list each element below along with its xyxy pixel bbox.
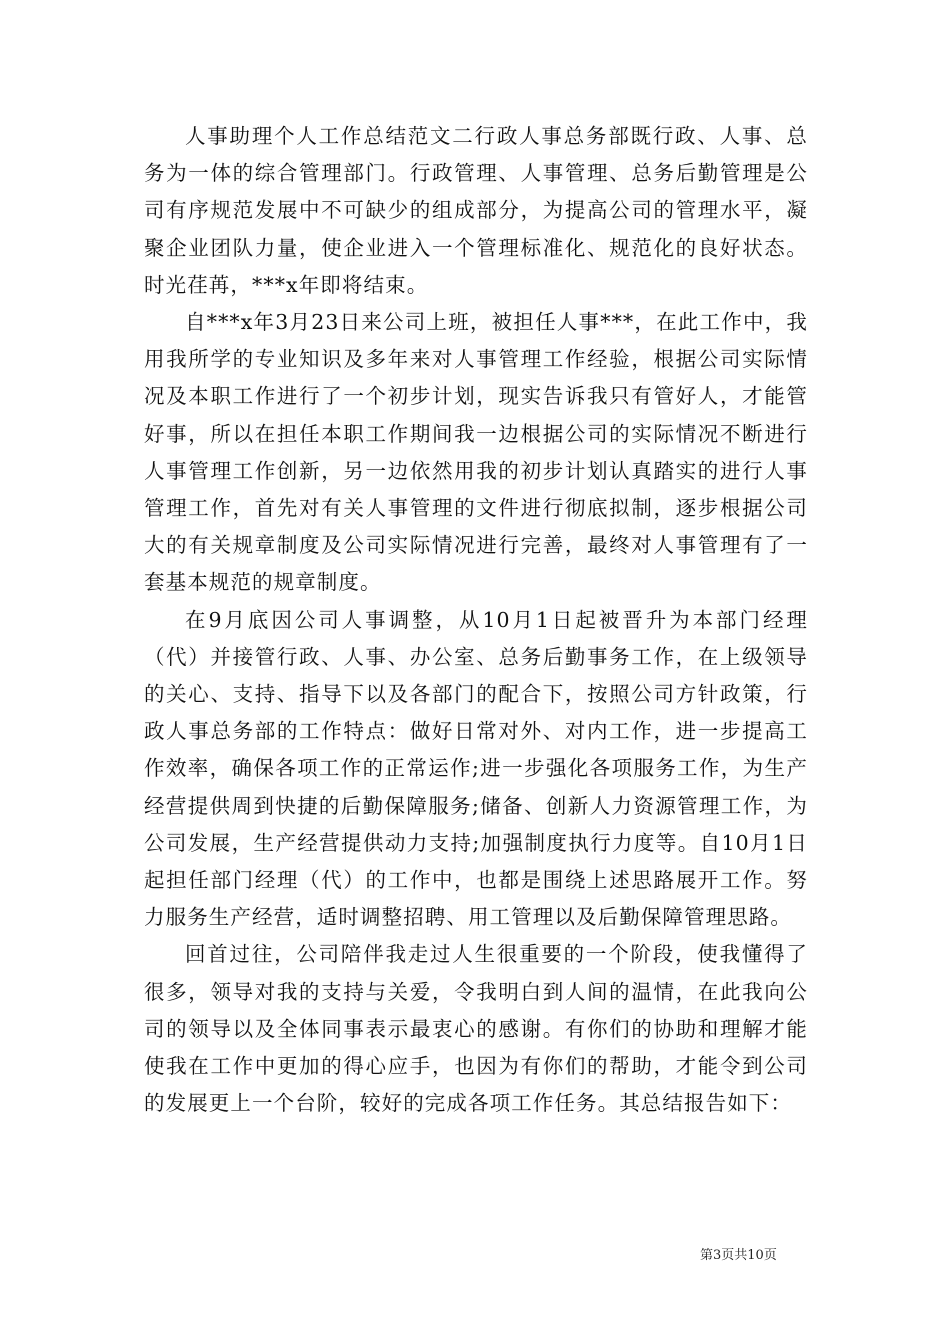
paragraph-intro: 人事助理个人工作总结范文二行政人事总务部既行政、人事、总务为一体的综合管理部门。行政管理、人事管理、总务后勤管理是公司有序规范发展中不可缺少的组成部分，为提高公司的管理水平，凝聚企业团队力量，使企业进入一个管理标准化、规范化的良好状态。时光荏苒，***x年即将结束。 [144, 124, 808, 297]
page-number: 第3页共10页 [700, 1248, 777, 1263]
paragraph-thanks: 回首过往，公司陪伴我走过人生很重要的一个阶段，使我懂得了很多，领导对我的支持与关爱，令我明白到人间的温情，在此我向公司的领导以及全体同事表示最衷心的感谢。有你们的协助和理解才能使我在工作中更加的得心应手，也因为有你们的帮助，才能令到公司的发展更上一个台阶，较好的完成各项工作任务。其总结报告如下： [144, 942, 808, 1116]
paragraph-personnel-work: 自***x年3月23日来公司上班，被担任人事***，在此工作中，我用我所学的专业知识及多年来对人事管理工作经验，根据公司实际情况及本职工作进行了一个初步计划，现实告诉我只有管好人，才能管好事，所以在担任本职工作期间我一边根据公司的实际情况不断进行人事管理工作创新，另一边依然用我的初步计划认真踏实的进行人事管理工作，首先对有关人事管理的文件进行彻底拟制，逐步根据公司大的有关规章制度及公司实际情况进行完善，最终对人事管理有了一套基本规范的规章制度。 [144, 310, 808, 595]
document-body [144, 118, 808, 1122]
paragraph-promotion: 在9月底因公司人事调整，从10月1日起被晋升为本部门经理（代）并接管行政、人事、办公室、总务后勤事务工作，在上级领导的关心、支持、指导下以及各部门的配合下，按照公司方针政策，行政人事总务部的工作特点：做好日常对外、对内工作，进一步提高工作效率，确保各项工作的正常运作;进一步强化各项服务工作，为生产经营提供周到快捷的后勤保障服务;储备、创新人力资源管理工作，为公司发展，生产经营提供动力支持;加强制度执行力度等。自10月1日起担任部门经理（代）的工作中，也都是围绕上述思路展开工作。努力服务生产经营，适时调整招聘、用工管理以及后勤保障管理思路。 [144, 607, 808, 930]
